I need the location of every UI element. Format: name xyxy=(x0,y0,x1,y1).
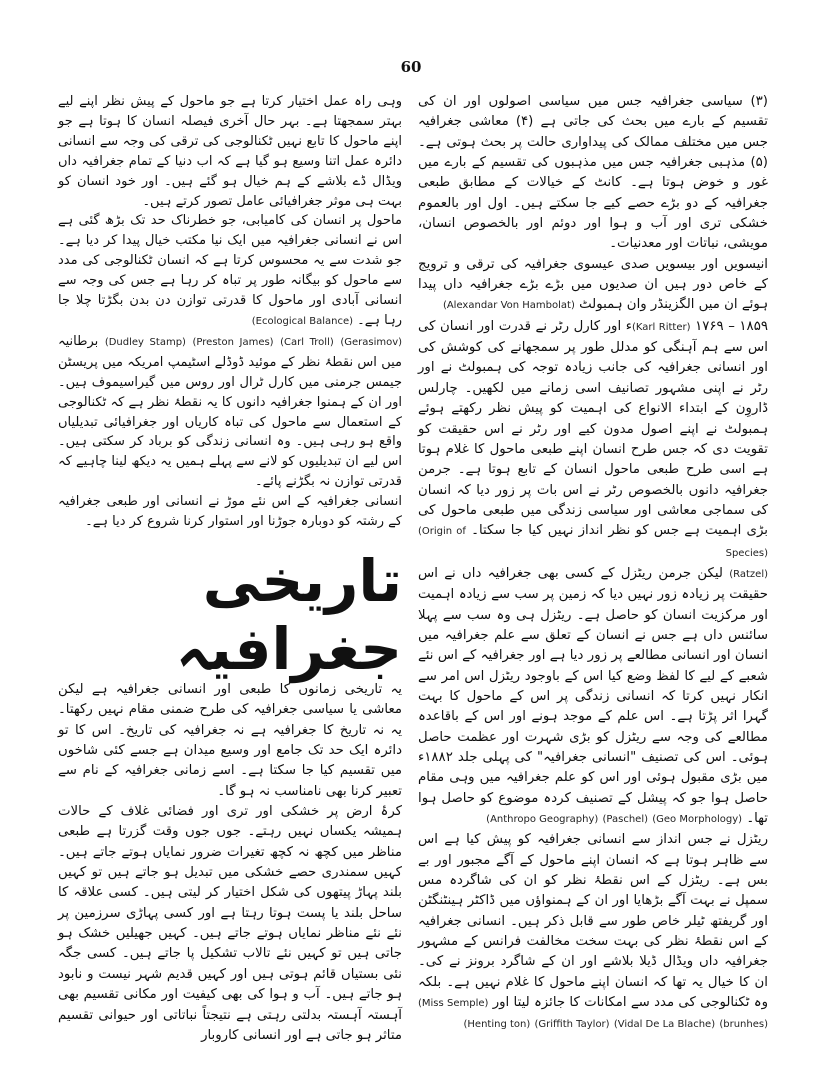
english-term: (Geo Morphology) xyxy=(652,814,743,826)
english-term: (Griffith Taylor) xyxy=(534,1019,610,1031)
paragraph xyxy=(418,830,768,1035)
english-term: (Origin of Species) xyxy=(418,526,768,559)
english-term: (Preston James) xyxy=(192,336,274,348)
paragraph-text: برطانیہ میں اس نقطۂ نظر کے موئید ڈوڈلے اسٹیمپ امریکہ میں پریسٹن جیمس جرمنی میں کارل ٹرال اور روس میں گیراسیموف ہیں۔ اور ان کے ہمنوا جغرافیہ دانوں کا یہ نقطۂ نظر ہے کہ ٹکنالوجی کے استعمال سے ماحول کی تباہ کاریاں اور جغرافیائی تبدیلیاں واقع ہو رہی ہیں۔ وہ انسانی زندگی کو برباد کر سکتی ہیں۔ اس لیے ان تبدیلیوں کو لانے سے پہلے ہمیں یہ دیکھ لینا چاہیے کہ قدرتی توازن نہ بگڑنے پائے۔ xyxy=(58,333,402,490)
paragraph xyxy=(418,255,768,317)
paragraph: کرۂ ارض پر خشکی اور تری اور فضائی غلاف کے حالات ہمیشہ یکساں نہیں رہتے۔ جوں جوں وقت گزرتا ہے طبعی مناظر میں کچھ نہ کچھ تغیرات ضرور نمایاں ہوتے جاتے ہیں۔ کہیں سمندری حصے خشکی میں تبدیل ہو جاتے ہیں تو کہیں بلند پہاڑ پیتھوں کی شکل اختیار کر لیتی ہیں۔ کسی علاقہ کا ساحل بلند یا پست ہوتا رہتا ہے اور کسی پہاڑی سرزمین پر نئے نئے مناظر نمایاں ہوتے جاتے ہیں۔ کہیں جھیلیں خشک ہو جاتی ہیں تو کہیں نئے تالاب تشکیل پا جاتے ہیں۔ کسی جگہ نئی بستیاں قائم ہوتی ہیں اور کہیں قدیم شہر نیست و نابود ہو جاتے ہیں۔ آب و ہوا کی بھی کیفیت اور مکانی تقسیم بھی آہستہ آہستہ بدلتی رہتی ہے نتیجتاً نباتاتی اور حیوانی تقسیم متاثر ہو جاتی ہے اور انسانی کاروبار xyxy=(58,804,402,1043)
english-term: (Ecological Balance) xyxy=(251,315,354,327)
english-term: (Gerasimov) xyxy=(340,336,403,348)
left-column-top xyxy=(58,92,402,532)
right-column xyxy=(418,92,768,1036)
english-term: (Anthropo Geography) xyxy=(486,814,599,826)
page-number: 60 xyxy=(400,58,422,76)
paragraph: یہ تاریخی زمانوں کا طبعی اور انسانی جغرافیہ ہے لیکن معاشی یا سیاسی جغرافیہ کی طرح ضمنی مقام نہیں رکھتا۔ یہ نہ تاریخ کا جغرافیہ ہے نہ جغرافیہ کی تاریخ۔ اس کا تو دائرہ ایک حد تک جامع اور وسیع میدان ہے جسے کئی شاخوں میں تقسیم کیا جا سکتا ہے۔ اسے زمانی جغرافیہ کے نام سے تعبیر کرنا بھی نامناسب نہ ہو گا۔ xyxy=(58,682,402,799)
english-term: (Ratzel) xyxy=(729,568,769,580)
english-term: (brunhes) xyxy=(719,1019,768,1031)
paragraph: وہی راہ عمل اختیار کرتا ہے جو ماحول کے پیش نظر اپنے لیے بہتر سمجھتا ہے۔ بہر حال آخری فیصلہ انسان کا ہوتا ہے جو اپنے ماحول کا تابع نہیں ٹکنالوجی کی ترقی کی وجہ سے انسانی دائرہ عمل اتنا وسیع ہو گیا ہے کہ اب دنیا کے تمام جغرافیہ داں ویڈال ڈے بلاشے کے ہم خیال ہو گئے ہیں۔ اور خود انسان کو بہت ہی موثر جغرافیائی عامل تصور کرتے ہیں۔ xyxy=(58,94,402,209)
english-term: (Vidal De La Blache) xyxy=(613,1019,716,1031)
paragraph xyxy=(418,317,768,564)
english-term: (Miss Semple) xyxy=(418,998,489,1010)
english-term: (Dudley Stamp) xyxy=(104,336,186,348)
paragraph xyxy=(58,211,402,331)
paragraph-text: ماحول پر انسان کی کامیابی، جو خطرناک حد تک بڑھ گئی ہے اس نے انسانی جغرافیہ میں ایک نیا مکتب خیال پیدا کر دیا ہے۔ جو شدت سے یہ محسوس کرتا ہے کہ انسان ٹکنالوجی کی مدد سے ماحول کو بیگانہ طور پر تباہ کر رہا ہے جس کی وجہ سے انسانی آبادی اور ماحول کا قدرتی توازن دن بدن بگڑتا چلا جا رہا ہے۔ xyxy=(58,213,402,328)
paragraph-text: ریٹزل نے جس انداز سے انسانی جغرافیہ کو پیش کیا ہے اس سے ظاہر ہوتا ہے کہ انسان اپنے ماحول کے آگے مجبور اور بے بس ہے۔ ریٹزل کے اس نقطۂ نظر کو ان کی شاگردہ مس سمپل نے بہت آگے بڑھایا اور ان کے ہمنواؤں میں ڈاکٹر ہینٹنگٹن اور گریفتھ ٹیلر خاص طور سے قابل ذکر ہیں۔ انسانی جغرافیہ کے اس نقطۂ نظر کی بہت سخت مخالفت فرانس کے مشہور جغرافیہ داں ویڈال ڈیلا بلاشے اور ان کے شاگرد برونز نے کی۔ ان کا خیال یہ تھا کہ انسان اپنے ماحول کا غلام نہیں ہے۔ بلکہ وہ ٹکنالوجی کی مدد سے امکانات کا جائزہ لیتا اور xyxy=(418,832,768,1011)
paragraph xyxy=(418,564,768,830)
paragraph: (۳) سیاسی جغرافیہ جس میں سیاسی اصولوں اور ان کی تقسیم کے بارے میں بحث کی جاتی ہے (۴) معاشی جغرافیہ جس میں مختلف ممالک کی پیداواری حالت پر بحث ہوتی ہے۔ (۵) مذہبی جغرافیہ جس میں مذہبوں کی تقسیم کے بارے میں غور و خوض ہوتا ہے۔ کانٹ کے خیالات کے مطابق طبعی جغرافیہ کے دو بڑے حصے کیے جا سکتے ہیں۔ اول اور بالعموم خشکی تری اور آب و ہوا اور دوئم اور بالخصوص انسان، مویشی، نباتات اور معدنیات۔ xyxy=(418,94,768,252)
english-term: (Alexandar Von Hambolat) xyxy=(442,300,575,312)
paragraph xyxy=(58,332,402,492)
english-term: (Karl Ritter) xyxy=(631,321,691,333)
english-term: (Paschel) xyxy=(602,814,649,826)
paragraph-text: ۱۷۶۹ – ۱۸۵۹ء اور کارل رٹر نے قدرت اور انسان کی اس سے ہم آہنگی کو مدلل طور پر سمجھانے کی کوشش کی اور انسانی جغرافیہ کی جانب زیادہ توجہ کی ہمبولٹ نے اور رٹر نے اپنی مشہور تصانیف اسی زمانے میں لکھیں۔ چارلس ڈاروِن کے ابتداء الانواع کی اہمیت کو پیش نظر رکھتے ہوئے ہمبولٹ نے اپنے اصول مدون کیے اور رٹر نے اس حقیقت کو تقویت دی کہ جس طرح انسان اپنے طبعی ماحول کا غلام ہوتا ہے اسی طرح طبعی ماحول انسان کے تابع ہوتا ہے۔ جرمن جغرافیہ دانوں بالخصوص رٹر نے اس بات پر زور دیا کہ انسان کی سماجی معاشی اور سیاسی زندگی میں طبعی ماحول کی بڑی اہمیت ہے جس کو نظر انداز نہیں کیا جا سکتا۔ xyxy=(418,318,768,539)
paragraph: انسانی جغرافیہ کے اس نئے موڑ نے انسانی اور طبعی جغرافیہ کے رشتہ کو دوبارہ جوڑنا اور استوار کرنا شروع کر دیا ہے۔ xyxy=(58,494,402,530)
paragraph-text: لیکن جرمن ریٹزل کے کسی بھی جغرافیہ داں نے اس حقیقت پر زیادہ زور نہیں دیا کہ زمین پر سب سے زیادہ اہمیت اور مرکزیت انسان کو حاصل ہے۔ ریٹزل ہی وہ سب سے پہلا سائنس داں ہے جس نے انسان کے تعلق سے علم جغرافیہ میں انسان اور انسانی مطالعے پر زور دیا ہے اور جغرافیہ کے اس نئے شعبے کے لیے کا لفظ وضع کیا اس کے باوجود ریٹزل اس امر سے انکار نہیں کرتا کہ انسانی زندگی پر اس کے ماحول کا بہت گہرا اثر پڑتا ہے۔ اس علم کے موجد ہونے اور اس کے باقاعدہ مطالعے کی وجہ سے ریٹزل کو بڑی شہرت اور عظمت حاصل ہوئی۔ اس کی تصنیف "انسانی جغرافیہ" کی پہلی جلد ۱۸۸۲ء میں بڑی مقبول ہوئی اور اس کو علم جغرافیہ میں وہی مقام حاصل ہوا جو کہ پیشل کے تصنیف کردہ موضوع کو حاصل ہوا تھا۔ xyxy=(418,565,768,827)
english-term: (Carl Troll) xyxy=(280,336,334,348)
section-heading: تاریخی جغرافیہ xyxy=(175,547,402,683)
left-column-bottom xyxy=(58,680,402,1046)
english-term: (Henting ton) xyxy=(463,1019,531,1031)
paragraph-text: انیسویں اور بیسویں صدی عیسوی جغرافیہ کی ترقی و ترویج کے خاص دور ہیں ان صدیوں میں بڑے بڑے جغرافیہ داں پیدا ہوئے ان میں الگزینڈر وان ہمبولٹ xyxy=(418,256,768,313)
